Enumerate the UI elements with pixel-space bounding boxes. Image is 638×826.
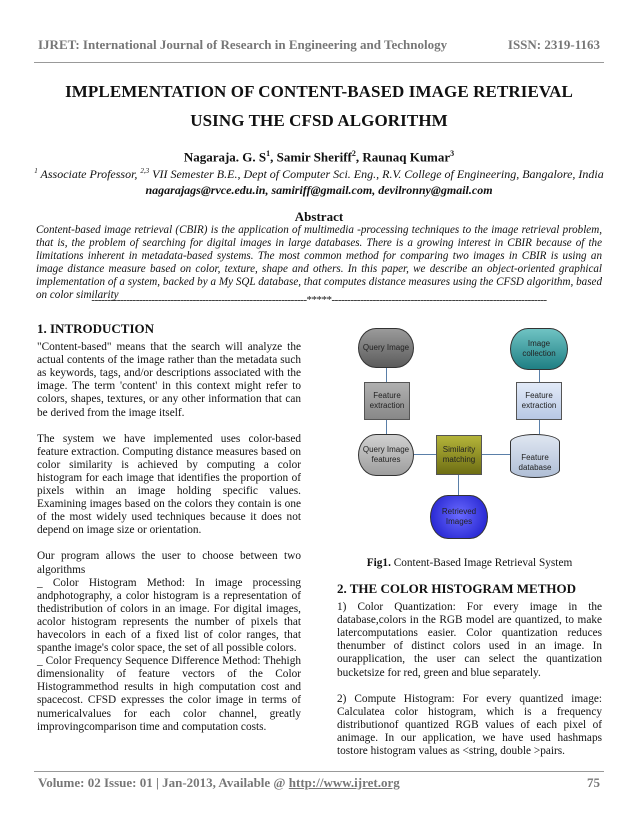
author-name: Nagaraja. G. S	[183, 149, 267, 165]
node-feature-database	[510, 434, 560, 478]
journal-link[interactable]: http://www.ijret.org	[288, 775, 400, 790]
arrow	[539, 370, 540, 382]
author-emails: nagarajags@rvce.edu.in, samiriff@gmail.com, devilronny@gmail.com	[145, 183, 493, 197]
node-label: Image collection	[522, 339, 556, 358]
section-2-paragraph-1: 1) Color Quantization: For every image in the database,colors in the RGB model are quantized, to make latercomputations easier. Color quantization reduces thenumber of distinct colors used in an image. In ourapplication, the user can select the quantization bucketsize for red, green and blue separately.	[337, 601, 602, 679]
caption-text: Content-Based Image Retrieval System	[390, 557, 573, 569]
node-query-image	[358, 328, 414, 368]
node-label: Feature extraction	[369, 391, 405, 410]
affil-text: VII Semester B.E., Dept of Computer Sci. Eng., R.V. College of Engineering, Bangalore, India	[149, 167, 604, 181]
author-name: Samir Sheriff	[276, 149, 352, 165]
node-label: Query Image features	[362, 445, 410, 464]
arrow	[386, 368, 387, 382]
affil-sup: 1	[34, 167, 38, 175]
issn: ISSN: 2319-1163	[507, 37, 600, 52]
node-query-features	[358, 434, 414, 476]
affil-role: Associate Professor,	[37, 167, 141, 181]
section-1-heading: 1. INTRODUCTION	[37, 321, 155, 336]
section-separator: --------------------------------------------------------------------*****--------------------------------------------------------------------	[91, 294, 547, 306]
node-label: Feature database	[518, 453, 552, 472]
node-label: Similarity matching	[442, 445, 476, 464]
right-column	[337, 582, 602, 771]
section-2-paragraph-2: 2) Compute Histogram: For every quantized image: Calculatea color histogram, which is a frequency distributionof quantized RGB values of each pixel of animage. In our application, we have used hashmaps tostore histogram values as <string, double >pairs.	[337, 692, 602, 758]
arrow	[414, 454, 436, 455]
arrow	[386, 420, 387, 434]
left-column	[37, 322, 301, 734]
node-feature-extraction-right	[516, 382, 562, 420]
node-image-collection	[510, 328, 568, 370]
paper-title-line-2: USING THE CFSD ALGORITHM	[190, 111, 448, 130]
arrow	[458, 475, 459, 495]
caption-label: Fig1.	[366, 557, 391, 569]
node-label: Feature extraction	[521, 391, 557, 410]
header-rule	[34, 62, 604, 63]
volume-info: Volume: 02 Issue: 01 | Jan-2013, Available @	[38, 775, 289, 790]
author-list: Nagaraja. G. $S^1$, Samir Sheriff$^2$, Raunaq Kumar$^3$	[183, 149, 455, 165]
node-similarity-matching	[436, 435, 482, 475]
footer-rule	[34, 771, 604, 772]
author-sup: 2	[351, 149, 356, 158]
node-label: Query Image	[362, 343, 410, 352]
abstract-body: Content-based image retrieval (CBIR) is the application of multimedia -processing techniques to the image retrieval problem, that is, the problem of searching for digital images in large databases. There is a growing interest in CBIR because of the limitations inherent in metadata-based systems. The most common method for comparing two images in CBIR is using an image distance measure based on color, texture, shape and others. In this paper, we describe an object-oriented graphical implementation of a system, backed by a My SQL database, that computes distance measures using the CFSD algorithm, based on color similarity	[36, 224, 602, 301]
paper-title-line-1: IMPLEMENTATION OF CONTENT-BASED IMAGE RETRIEVAL	[65, 82, 573, 101]
journal-name: IJRET: International Journal of Research in Engineering and Technology	[38, 37, 448, 52]
author-sup: 1	[266, 149, 271, 158]
intro-paragraph-3: Our program allows the user to choose between two algorithms	[37, 550, 301, 576]
page-number: 75	[587, 775, 600, 790]
intro-paragraph-1: "Content-based" means that the search will analyze the actual contents of the image rather than the metadata such as keywords, tags, and/or descriptions associated with the image. The term 'content' in this context might refer to colors, shapes, textures, or any other information that can be derived from the image itself.	[37, 341, 301, 419]
bullet-cfsd: _ Color Frequency Sequence Difference Method: Thehigh dimensionality of feature vectors of the Color Histogrammethod results in high computation cost and spacecost. CFSD expresses the color image in terms of numericalvalues for each color channel, greatly improvingcomparison time and computation costs.	[37, 655, 301, 733]
bullet-color-histogram: _ Color Histogram Method: In image processing andphotography, a color histogram is a representation of thedistribution of colors in an image. For digital images, acolor histogram represents the number of pixels that havecolors in each of a fixed list of color ranges, that spanthe image's color space, the set of all possible colors.	[37, 576, 301, 655]
intro-paragraph-2: The system we have implemented uses color-based feature extraction. Computing distance measures based on color similarity is achieved by computing a color histogram for each image that identifies the proportion of pixels within an image holding specific values. Examining images based on the colors they contain is one of the most widely used techniques because it does not depend on image size or orientation.	[37, 432, 301, 537]
page-footer	[38, 775, 600, 791]
running-header	[38, 37, 600, 53]
node-label: Retrieved Images	[441, 507, 477, 526]
affil-sup: 2,3	[140, 167, 150, 175]
affiliation	[0, 167, 638, 182]
section-2-heading: 2. THE COLOR HISTOGRAM METHOD	[337, 581, 576, 596]
arrow	[539, 420, 540, 434]
cbir-diagram	[336, 320, 604, 548]
figure-caption	[337, 557, 602, 569]
node-retrieved-images	[430, 495, 488, 539]
author-sup: 3	[450, 149, 455, 158]
author-name: Raunaq Kumar	[362, 149, 451, 165]
abstract-heading: Abstract	[294, 209, 344, 224]
node-feature-extraction-left	[364, 382, 410, 420]
arrow	[482, 454, 510, 455]
